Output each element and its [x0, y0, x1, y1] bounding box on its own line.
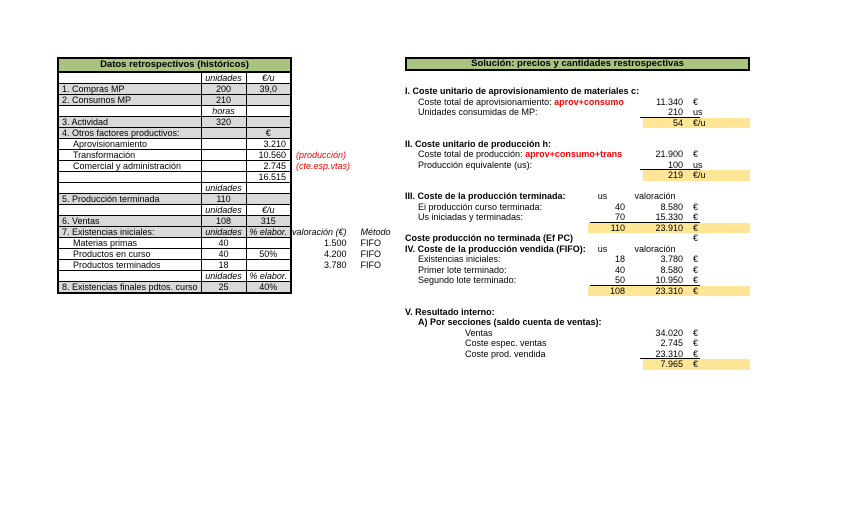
solution-row: [405, 223, 750, 234]
cell-value[interactable]: % elabor.: [246, 227, 291, 238]
cell-label[interactable]: 3. Actividad: [58, 117, 201, 128]
cell-value[interactable]: [246, 260, 291, 271]
solution-row: [405, 202, 750, 213]
unit-label: €: [693, 264, 699, 275]
historical-data-table: [57, 57, 391, 294]
cell-units[interactable]: unidades: [201, 72, 246, 84]
cell-method[interactable]: FIFO: [360, 238, 382, 248]
cell-value[interactable]: [246, 238, 291, 249]
solution-row: [405, 275, 750, 286]
cell-valuation: [291, 106, 352, 117]
cell-valuation[interactable]: 1.500: [324, 238, 347, 248]
cell-method: [352, 161, 391, 172]
unit-label: €: [693, 348, 699, 359]
valuation-value[interactable]: 23.310: [655, 285, 683, 296]
cell-units[interactable]: [201, 161, 246, 172]
sum-line: [640, 117, 700, 118]
cell-value[interactable]: €/u: [246, 205, 291, 216]
spacer-cell: [352, 58, 391, 72]
table-row: [58, 139, 391, 150]
cell-valuation[interactable]: valoración (€): [292, 227, 347, 237]
unit-label: €/u: [693, 170, 706, 180]
solution-row: [405, 359, 750, 370]
cell-label[interactable]: Materias primas: [58, 238, 201, 249]
cell-label[interactable]: [58, 106, 201, 117]
solution-panel-title: Solución: precios y cantidades restrospectivas: [405, 57, 750, 71]
cell-value[interactable]: €: [246, 128, 291, 139]
cell-label[interactable]: 1. Compras MP: [58, 84, 201, 95]
unit-label: €: [693, 222, 699, 233]
solution-row: [405, 254, 750, 265]
cell-units[interactable]: [201, 172, 246, 183]
cell-valuation: [291, 84, 352, 95]
cell-label[interactable]: Transformación: [58, 150, 201, 161]
cell-value[interactable]: [246, 95, 291, 106]
us-value[interactable]: 70: [614, 212, 625, 222]
cell-units[interactable]: 320: [201, 117, 246, 128]
cell-value[interactable]: 16.515: [246, 172, 291, 183]
table-row: [58, 260, 391, 271]
cell-units[interactable]: unidades: [201, 183, 246, 194]
cell-method: [352, 183, 391, 194]
valuation-value[interactable]: 7.965: [660, 359, 683, 369]
cell-value[interactable]: [246, 106, 291, 117]
solution-row: [405, 149, 750, 160]
cell-label[interactable]: Aprovisionamiento: [58, 139, 201, 150]
section-title: II. Coste unitario de producción h:: [405, 138, 552, 149]
row-label: Us iniciadas y terminadas:: [418, 212, 524, 222]
cell-label[interactable]: 2. Consumos MP: [58, 95, 201, 106]
row-label: Coste prod. vendida: [465, 348, 546, 359]
solution-row: [405, 212, 750, 223]
solution-row: [405, 191, 750, 202]
solution-row: [405, 265, 750, 276]
row-label: Coste total de producción: aprov+consumo+trans: [418, 149, 623, 159]
valuation-value[interactable]: 210: [667, 107, 683, 117]
annotation-note[interactable]: (producción): [296, 150, 347, 160]
valuation-value[interactable]: 219: [667, 170, 683, 180]
cell-units[interactable]: 25: [201, 282, 246, 294]
units-column-header: us: [597, 191, 608, 201]
unit-label: €: [693, 212, 699, 222]
valuation-value[interactable]: 23.310: [655, 348, 683, 359]
cell-valuation: [291, 183, 352, 194]
sum-line: [590, 222, 700, 223]
unit-label: €: [693, 285, 699, 296]
cell-valuation: [291, 271, 352, 282]
cell-label[interactable]: [58, 271, 201, 282]
unit-label: €: [693, 359, 699, 369]
valuation-value[interactable]: 21.900: [655, 149, 683, 159]
cell-method: [352, 117, 391, 128]
cell-valuation[interactable]: 4.200: [324, 249, 347, 259]
table-row: [58, 205, 391, 216]
cell-label[interactable]: Comercial y administración: [58, 161, 201, 172]
formula-hint: aprov+consumo: [554, 96, 624, 107]
cell-valuation: [291, 139, 352, 150]
annotation-note[interactable]: (cte.esp.vtas): [296, 161, 351, 171]
cell-value[interactable]: 40%: [246, 282, 291, 294]
cell-units[interactable]: unidades: [201, 271, 246, 282]
cell-method: [352, 216, 391, 227]
solution-row: [405, 286, 750, 297]
cell-units[interactable]: 200: [201, 84, 246, 95]
cell-units[interactable]: unidades: [201, 205, 246, 216]
cell-units[interactable]: [201, 139, 246, 150]
valuation-value[interactable]: 8.580: [660, 201, 683, 212]
cell-method: [352, 282, 391, 294]
cell-value[interactable]: [246, 117, 291, 128]
solution-row: [405, 97, 750, 108]
solution-row: [405, 317, 750, 328]
cell-label[interactable]: Productos terminados: [58, 260, 201, 271]
solution-row: [405, 86, 750, 97]
cell-value[interactable]: 2.745: [246, 161, 291, 172]
valuation-column-header: valoración: [634, 243, 676, 254]
solution-row: [405, 170, 750, 181]
cell-value[interactable]: 39,0: [246, 84, 291, 95]
solution-row: [405, 139, 750, 150]
cell-valuation: [291, 128, 352, 139]
table-row: [58, 172, 391, 183]
section-title: IV. Coste de la producción vendida (FIFO):: [405, 243, 586, 254]
table-row: [58, 271, 391, 282]
unit-label: €/u: [693, 117, 706, 128]
cell-method: [352, 84, 391, 95]
table-row: [58, 227, 391, 238]
table-row: [58, 282, 391, 294]
cell-label[interactable]: [58, 72, 201, 84]
row-label: Unidades consumidas de MP:: [418, 107, 538, 117]
solution-row: [405, 107, 750, 118]
us-value[interactable]: 50: [614, 275, 625, 285]
row-label: Coste producción no terminada (Ef PC): [405, 233, 574, 243]
table-row: [58, 117, 391, 128]
table-row: [58, 194, 391, 205]
valuation-value[interactable]: 11.340: [656, 96, 683, 107]
cell-method[interactable]: FIFO: [360, 249, 382, 259]
cell-method: [352, 150, 391, 161]
valuation-value[interactable]: 3.780: [660, 254, 683, 264]
solution-row: [405, 244, 750, 255]
table-row: [58, 216, 391, 227]
cell-method: [352, 106, 391, 117]
cell-value[interactable]: % elabor.: [246, 271, 291, 282]
cell-method: [352, 72, 391, 84]
us-value[interactable]: 40: [614, 201, 625, 212]
cell-units[interactable]: 40: [201, 238, 246, 249]
cell-value[interactable]: [246, 194, 291, 205]
table-row: [58, 84, 391, 95]
cell-method[interactable]: FIFO: [360, 260, 382, 270]
solution-row: [405, 233, 750, 244]
valuation-value[interactable]: 54: [672, 117, 683, 128]
sum-line: [590, 285, 700, 286]
us-value[interactable]: 108: [609, 285, 625, 296]
cell-method: [352, 271, 391, 282]
solution-row: [405, 118, 750, 129]
cell-value[interactable]: [246, 183, 291, 194]
row-label: Primer lote terminado:: [418, 264, 507, 275]
cell-method: [352, 194, 391, 205]
table-row: [58, 72, 391, 84]
formula-hint: aprov+consumo+trans: [525, 149, 623, 159]
unit-label: us: [693, 107, 703, 117]
table-header-row: [58, 58, 391, 72]
unit-label: €: [693, 201, 699, 212]
units-column-header: us: [597, 243, 608, 254]
valuation-column-header: valoración: [634, 191, 676, 201]
valuation-value[interactable]: 2.745: [660, 338, 683, 348]
cell-method[interactable]: Método: [360, 227, 391, 237]
cell-method: [352, 172, 391, 183]
cell-valuation: [291, 172, 352, 183]
spacer-cell: [291, 58, 352, 72]
left-table-title: Datos retrospectivos (históricos): [58, 58, 291, 72]
us-value[interactable]: 40: [614, 264, 625, 275]
section-title: I. Coste unitario de aprovisionamiento de materiales c:: [405, 86, 640, 96]
cell-valuation: [291, 117, 352, 128]
solution-row: [405, 307, 750, 318]
row-label: Ei producción curso terminada:: [418, 201, 543, 212]
cell-label[interactable]: 8. Existencias finales pdtos. curso: [58, 282, 201, 294]
valuation-value[interactable]: 8.580: [660, 264, 683, 275]
section-title: V. Resultado interno:: [405, 306, 495, 317]
section-title: III. Coste de la producción terminada:: [405, 191, 566, 201]
cell-value[interactable]: 50%: [246, 249, 291, 260]
unit-label: €: [693, 275, 699, 285]
unit-label: €: [693, 149, 699, 159]
valuation-value[interactable]: 34.020: [655, 327, 683, 338]
solution-row: [405, 349, 750, 360]
cell-label[interactable]: [58, 205, 201, 216]
row-label: Existencias iniciales:: [418, 254, 501, 264]
row-label: Ventas: [465, 327, 493, 338]
cell-value[interactable]: 315: [246, 216, 291, 227]
cell-value[interactable]: 3.210: [246, 139, 291, 150]
spacer-row: [405, 181, 750, 192]
unit-label: €: [693, 254, 699, 264]
cell-valuation: [291, 194, 352, 205]
cell-units[interactable]: 108: [201, 216, 246, 227]
us-value[interactable]: 110: [610, 222, 625, 233]
valuation-value[interactable]: 10.950: [655, 275, 683, 285]
solution-row: [405, 328, 750, 339]
sum-line: [640, 169, 700, 170]
cell-valuation[interactable]: 3.780: [324, 260, 347, 270]
cell-label[interactable]: 6. Ventas: [58, 216, 201, 227]
row-label: Coste espec. ventas: [465, 338, 547, 348]
solution-rows: [405, 86, 750, 370]
row-label: Producción equivalente (us):: [418, 159, 533, 170]
row-label: A) Por secciones (saldo cuenta de ventas):: [418, 317, 602, 327]
cell-label[interactable]: [58, 172, 201, 183]
cell-method: [352, 139, 391, 150]
table-row: [58, 161, 391, 172]
cell-label[interactable]: [58, 183, 201, 194]
cell-method: [352, 95, 391, 106]
cell-label[interactable]: 7. Existencias iniciales:: [58, 227, 201, 238]
cell-label[interactable]: Productos en curso: [58, 249, 201, 260]
row-label: Segundo lote terminado:: [418, 275, 517, 285]
solution-row: [405, 160, 750, 171]
spacer-row: [405, 128, 750, 139]
cell-units[interactable]: 18: [201, 260, 246, 271]
valuation-value[interactable]: 100: [667, 159, 683, 170]
valuation-value[interactable]: 23.910: [655, 222, 683, 233]
solution-row: [405, 338, 750, 349]
unit-label: us: [693, 159, 703, 170]
us-value[interactable]: 18: [614, 254, 625, 264]
table-row: [58, 183, 391, 194]
cell-label[interactable]: 4. Otros factores productivos:: [58, 128, 201, 139]
cell-valuation: [291, 205, 352, 216]
sum-line: [640, 358, 700, 359]
cell-valuation: [291, 216, 352, 227]
solution-panel: [405, 57, 750, 370]
cell-method: [352, 205, 391, 216]
cell-valuation: [291, 95, 352, 106]
cell-units[interactable]: 40: [201, 249, 246, 260]
table-row: [58, 249, 391, 260]
valuation-value[interactable]: 15.330: [655, 212, 683, 222]
cell-units[interactable]: 110: [201, 194, 246, 205]
cell-method: [352, 128, 391, 139]
cell-units[interactable]: unidades: [201, 227, 246, 238]
cell-valuation: [291, 72, 352, 84]
unit-label: €: [693, 233, 699, 243]
cell-units[interactable]: 210: [201, 95, 246, 106]
unit-label: €: [693, 96, 699, 107]
row-label: Coste total de aprovisionamiento: aprov+consumo: [418, 96, 624, 107]
cell-valuation: [291, 282, 352, 294]
unit-label: €: [693, 327, 699, 338]
table-row: [58, 128, 391, 139]
cell-units[interactable]: [201, 128, 246, 139]
table-row: [58, 150, 391, 161]
cell-value[interactable]: 10.560: [246, 150, 291, 161]
unit-label: €: [693, 338, 699, 348]
cell-value[interactable]: €/u: [246, 72, 291, 84]
spacer-row: [405, 296, 750, 307]
table-row: [58, 95, 391, 106]
table-row: [58, 106, 391, 117]
cell-units[interactable]: horas: [201, 106, 246, 117]
cell-label[interactable]: 5. Producción terminada: [58, 194, 201, 205]
table-row: [58, 238, 391, 249]
cell-units[interactable]: [201, 150, 246, 161]
